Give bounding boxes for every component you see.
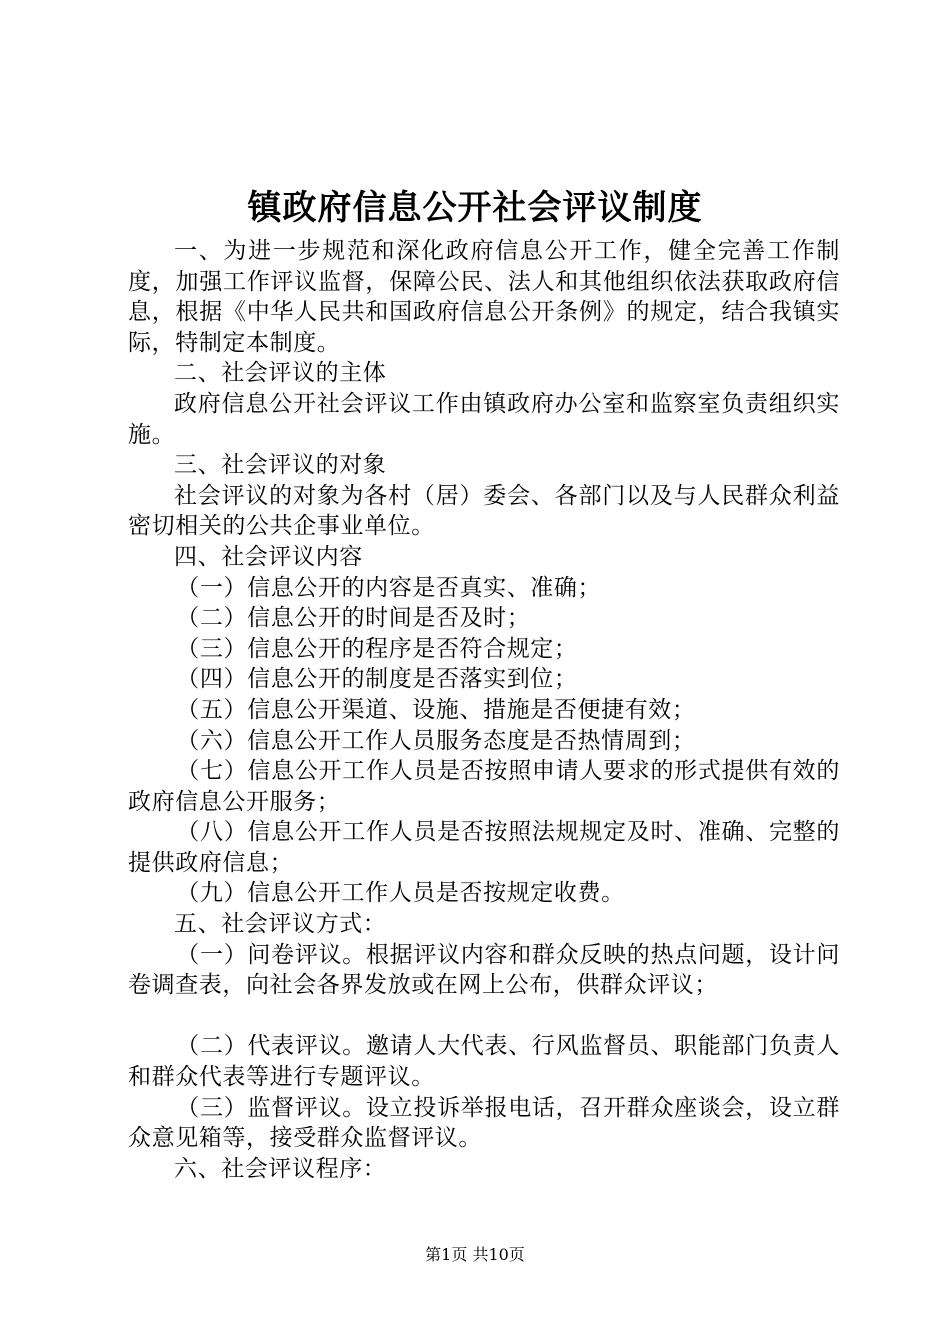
section-heading-object: 三、社会评议的对象 [174,452,387,479]
list-item: （一）信息公开的内容是否真实、准确； [176,574,602,601]
paragraph-subject: 政府信息公开社会评议工作由镇政府办公室和监察室负责组织实施。 [128,390,840,448]
list-item: （三）监督评议。设立投诉举报电话，召开群众座谈会，设立群众意见箱等，接受群众监督评议。 [128,1094,840,1152]
list-item: （一）问卷评议。根据评议内容和群众反映的热点问题，设计问卷调查表，向社会各界发放或在网上公布，供群众评议； [128,941,840,999]
section-heading-subject: 二、社会评议的主体 [174,360,387,387]
list-item: （六）信息公开工作人员服务态度是否热情周到； [176,727,696,754]
list-item: （九）信息公开工作人员是否按规定收费。 [176,880,625,907]
list-item: （二）信息公开的时间是否及时； [176,605,531,632]
section-heading-content: 四、社会评议内容 [174,543,363,570]
list-item: （三）信息公开的程序是否符合规定； [176,635,578,662]
page-number-footer: 第1页 共10页 [425,1245,525,1264]
section-heading-method: 五、社会评议方式： [174,911,387,938]
page-title: 镇政府信息公开社会评议制度 [247,188,703,228]
blank-line [128,1001,840,1032]
section-heading-procedure: 六、社会评议程序： [174,1155,387,1182]
list-item: （五）信息公开渠道、设施、措施是否便捷有效； [176,696,696,723]
list-item: （二）代表评议。邀请人大代表、行风监督员、职能部门负责人和群众代表等进行专题评议。 [128,1033,840,1091]
list-item: （八）信息公开工作人员是否按照法规规定及时、准确、完整的提供政府信息； [128,819,840,876]
list-item: （四）信息公开的制度是否落实到位； [176,666,578,693]
paragraph-purpose: 一、为进一步规范和深化政府信息公开工作，健全完善工作制度，加强工作评议监督，保障公民、法人和其他组织依法获取政府信息，根据《中华人民共和国政府信息公开条例》的规定，结合我镇实际，特制定本制度。 [128,238,840,356]
list-item: （七）信息公开工作人员是否按照申请人要求的形式提供有效的政府信息公开服务； [128,758,840,815]
document-body [128,236,840,1184]
paragraph-object: 社会评议的对象为各村（居）委会、各部门以及与人民群众利益密切相关的公共企事业单位。 [128,482,840,540]
